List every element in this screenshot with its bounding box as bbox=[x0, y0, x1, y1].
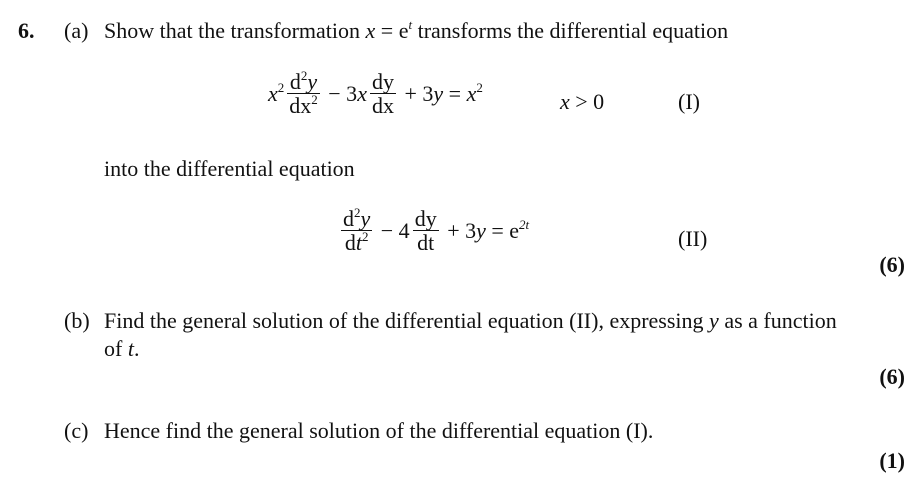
equation-one-label: (I) bbox=[678, 89, 700, 114]
part-a-marks: (6) bbox=[879, 252, 905, 277]
equation-two: $\frac{d^2y}{dt^2}$ − 4 $\frac{dy}{dt}$ + $3y = e^{2t}$ bbox=[343, 205, 530, 255]
first-derivative-t-fraction: $\frac{dy}{dt}$ bbox=[414, 206, 437, 255]
part-a-label: (a) bbox=[64, 18, 89, 43]
part-b-line2: of t. bbox=[104, 336, 140, 361]
part-b-line1: Find the general solution of the differential equation (II), expressing y as a function bbox=[104, 308, 837, 333]
into-text: into the differential equation bbox=[104, 156, 355, 181]
second-derivative-t-fraction: $\frac{d^2y}{dt^2}$ bbox=[343, 205, 371, 255]
second-derivative-fraction: $\frac{d^2y}{dx^2}$ bbox=[289, 68, 318, 118]
part-a-text: Show that the transformation $x = e^t$ transforms the differential equation bbox=[104, 17, 729, 43]
part-b-marks: (6) bbox=[879, 364, 905, 389]
equation-one: $x^2$ $\frac{d^2y}{dx^2}$ − 3x $\frac{dy}{dx}$ + $3y = x^2$ bbox=[268, 68, 483, 118]
equation-two-label: (II) bbox=[678, 226, 708, 251]
first-derivative-fraction: $\frac{dy}{dx}$ bbox=[371, 69, 394, 118]
part-c-text: Hence find the general solution of the differential equation (I). bbox=[104, 418, 654, 443]
part-c-label: (c) bbox=[64, 418, 89, 443]
part-c-marks: (1) bbox=[879, 448, 905, 473]
part-b-label: (b) bbox=[64, 308, 90, 333]
equation-one-condition: x > 0 bbox=[560, 89, 605, 114]
question-number: 6. bbox=[18, 18, 35, 43]
